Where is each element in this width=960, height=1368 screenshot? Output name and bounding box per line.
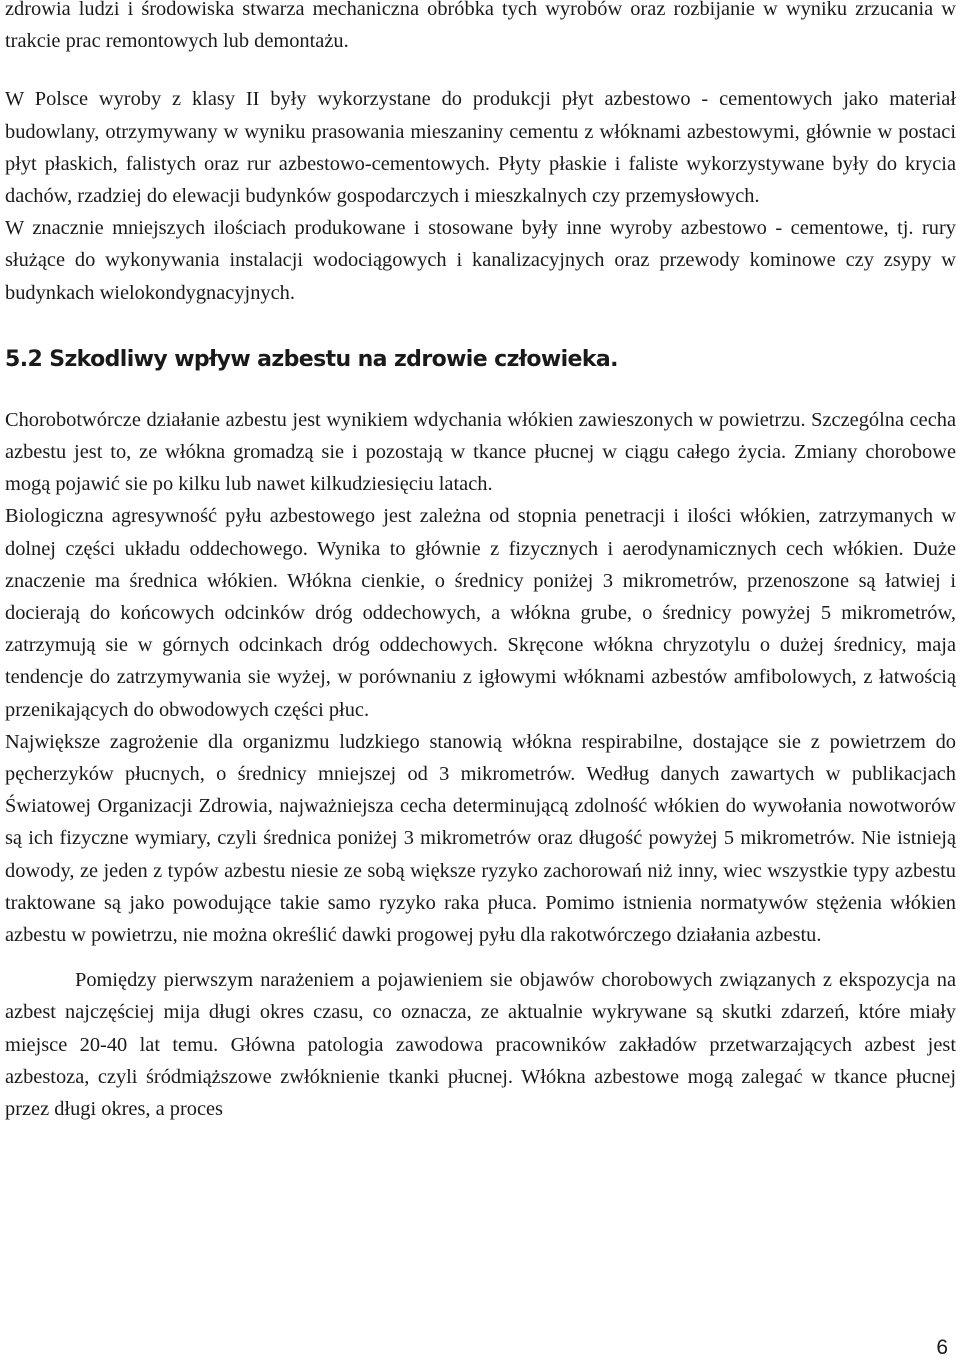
biological-aggressiveness-paragraph: Biologiczna agresywność pyłu azbestowego jest zależna od stopnia penetracji i ilości włókien, zatrzymanych w dolnej części układu oddechowego. Wynika to głównie z fizycznych i aerodynamicznych cech włókien. Duże znaczenie ma średnica włókien. Włókna cienkie, o średnicy poniżej 3 mikrometrów, przenoszone są łatwiej i docierają do końcowych odcinków dróg oddechowych, a włókna grube, o średnicy powyżej 5 mikrometrów, zatrzymują sie w górnych odcinkach dróg oddechowych. Skręcone włókna chryzotylu o dużej średnicy, maja tendencje do zatrzymywania sie wyżej, w porównaniu z igłowymi włóknami azbestów amfibolowych, z łatwością przenikających do obwodowych części płuc. [5,505,956,721]
section-heading: 5.2 Szkodliwy wpływ azbestu na zdrowie człowieka. [5,346,618,372]
document-page [5,0,956,1125]
page-number: 6 [936,1336,948,1359]
other-products-paragraph: W znacznie mniejszych ilościach produkowane i stosowane były inne wyroby azbestowo - cementowe, tj. rury służące do wykonywania instalacji wodociągowych i kanalizacyjnych oraz przewody kominowe czy zsypy w budynkach wielokondygnacyjnych. [5,217,956,304]
class-two-products-paragraph: W Polsce wyroby z klasy II były wykorzystane do produkcji płyt azbestowo - cementowych jako materiał budowlany, otrzymywany w wyniku prasowania mieszaniny cementu z włóknami azbestowymi, głównie w postaci płyt płaskich, falistych oraz rur azbestowo-cementowych. Płyty płaskie i faliste wykorzystywane były do krycia dachów, rzadziej do elewacji budynków gospodarczych i mieszkalnych czy przemysłowych. [5,88,956,208]
latency-period-paragraph: Pomiędzy pierwszym narażeniem a pojawieniem sie objawów chorobowych związanych z ekspozycja na azbest najczęściej mija długi okres czasu, co oznacza, ze aktualnie wykrywane są skutki zdarzeń, które miały miejsce 20-40 lat temu. Główna patologia zawodowa pracowników zakładów przetwarzających azbest jest azbestoza, czyli śródmiąższowe zwłóknienie tkanki płucnej. Włókna azbestowe mogą zalegać w tkance płucnej przez długi okres, a proces [5,969,956,1121]
greatest-threat-paragraph: Największe zagrożenie dla organizmu ludzkiego stanowią włókna respirabilne, dostające sie z powietrzem do pęcherzyków płucnych, o średnicy mniejszej od 3 mikrometrów. Według danych zawartych w publikacjach Światowej Organizacji Zdrowia, najważniejsza cecha determinującą zdolność włókien do wywołania nowotworów są ich fizyczne wymiary, czyli średnica poniżej 3 mikrometrów oraz długość powyżej 5 mikrometrów. Nie istnieją dowody, ze jeden z typów azbestu niesie ze sobą większe ryzyko zachorowań niż inny, wiec wszystkie typy azbestu traktowane są jako powodujące takie samo ryzyko raka płuca. Pomimo istnienia normatywów stężenia włókien azbestu w powietrzu, nie można określić dawki progowej pyłu dla rakotwórczego działania azbestu. [5,730,956,947]
intro-continuation-paragraph: zdrowia ludzi i środowiska stwarza mechaniczna obróbka tych wyrobów oraz rozbijanie w wyniku zrzucania w trakcie prac remontowych lub demontażu. [5,0,956,53]
pathogenic-action-paragraph: Chorobotwórcze działanie azbestu jest wynikiem wdychania włókien zawieszonych w powietrzu. Szczególna cecha azbestu jest to, ze włókna gromadzą sie i pozostają w tkance płucnej w ciągu całego życia. Zmiany chorobowe mogą pojawić sie po kilku lub nawet kilkudziesięciu latach. [5,408,956,496]
